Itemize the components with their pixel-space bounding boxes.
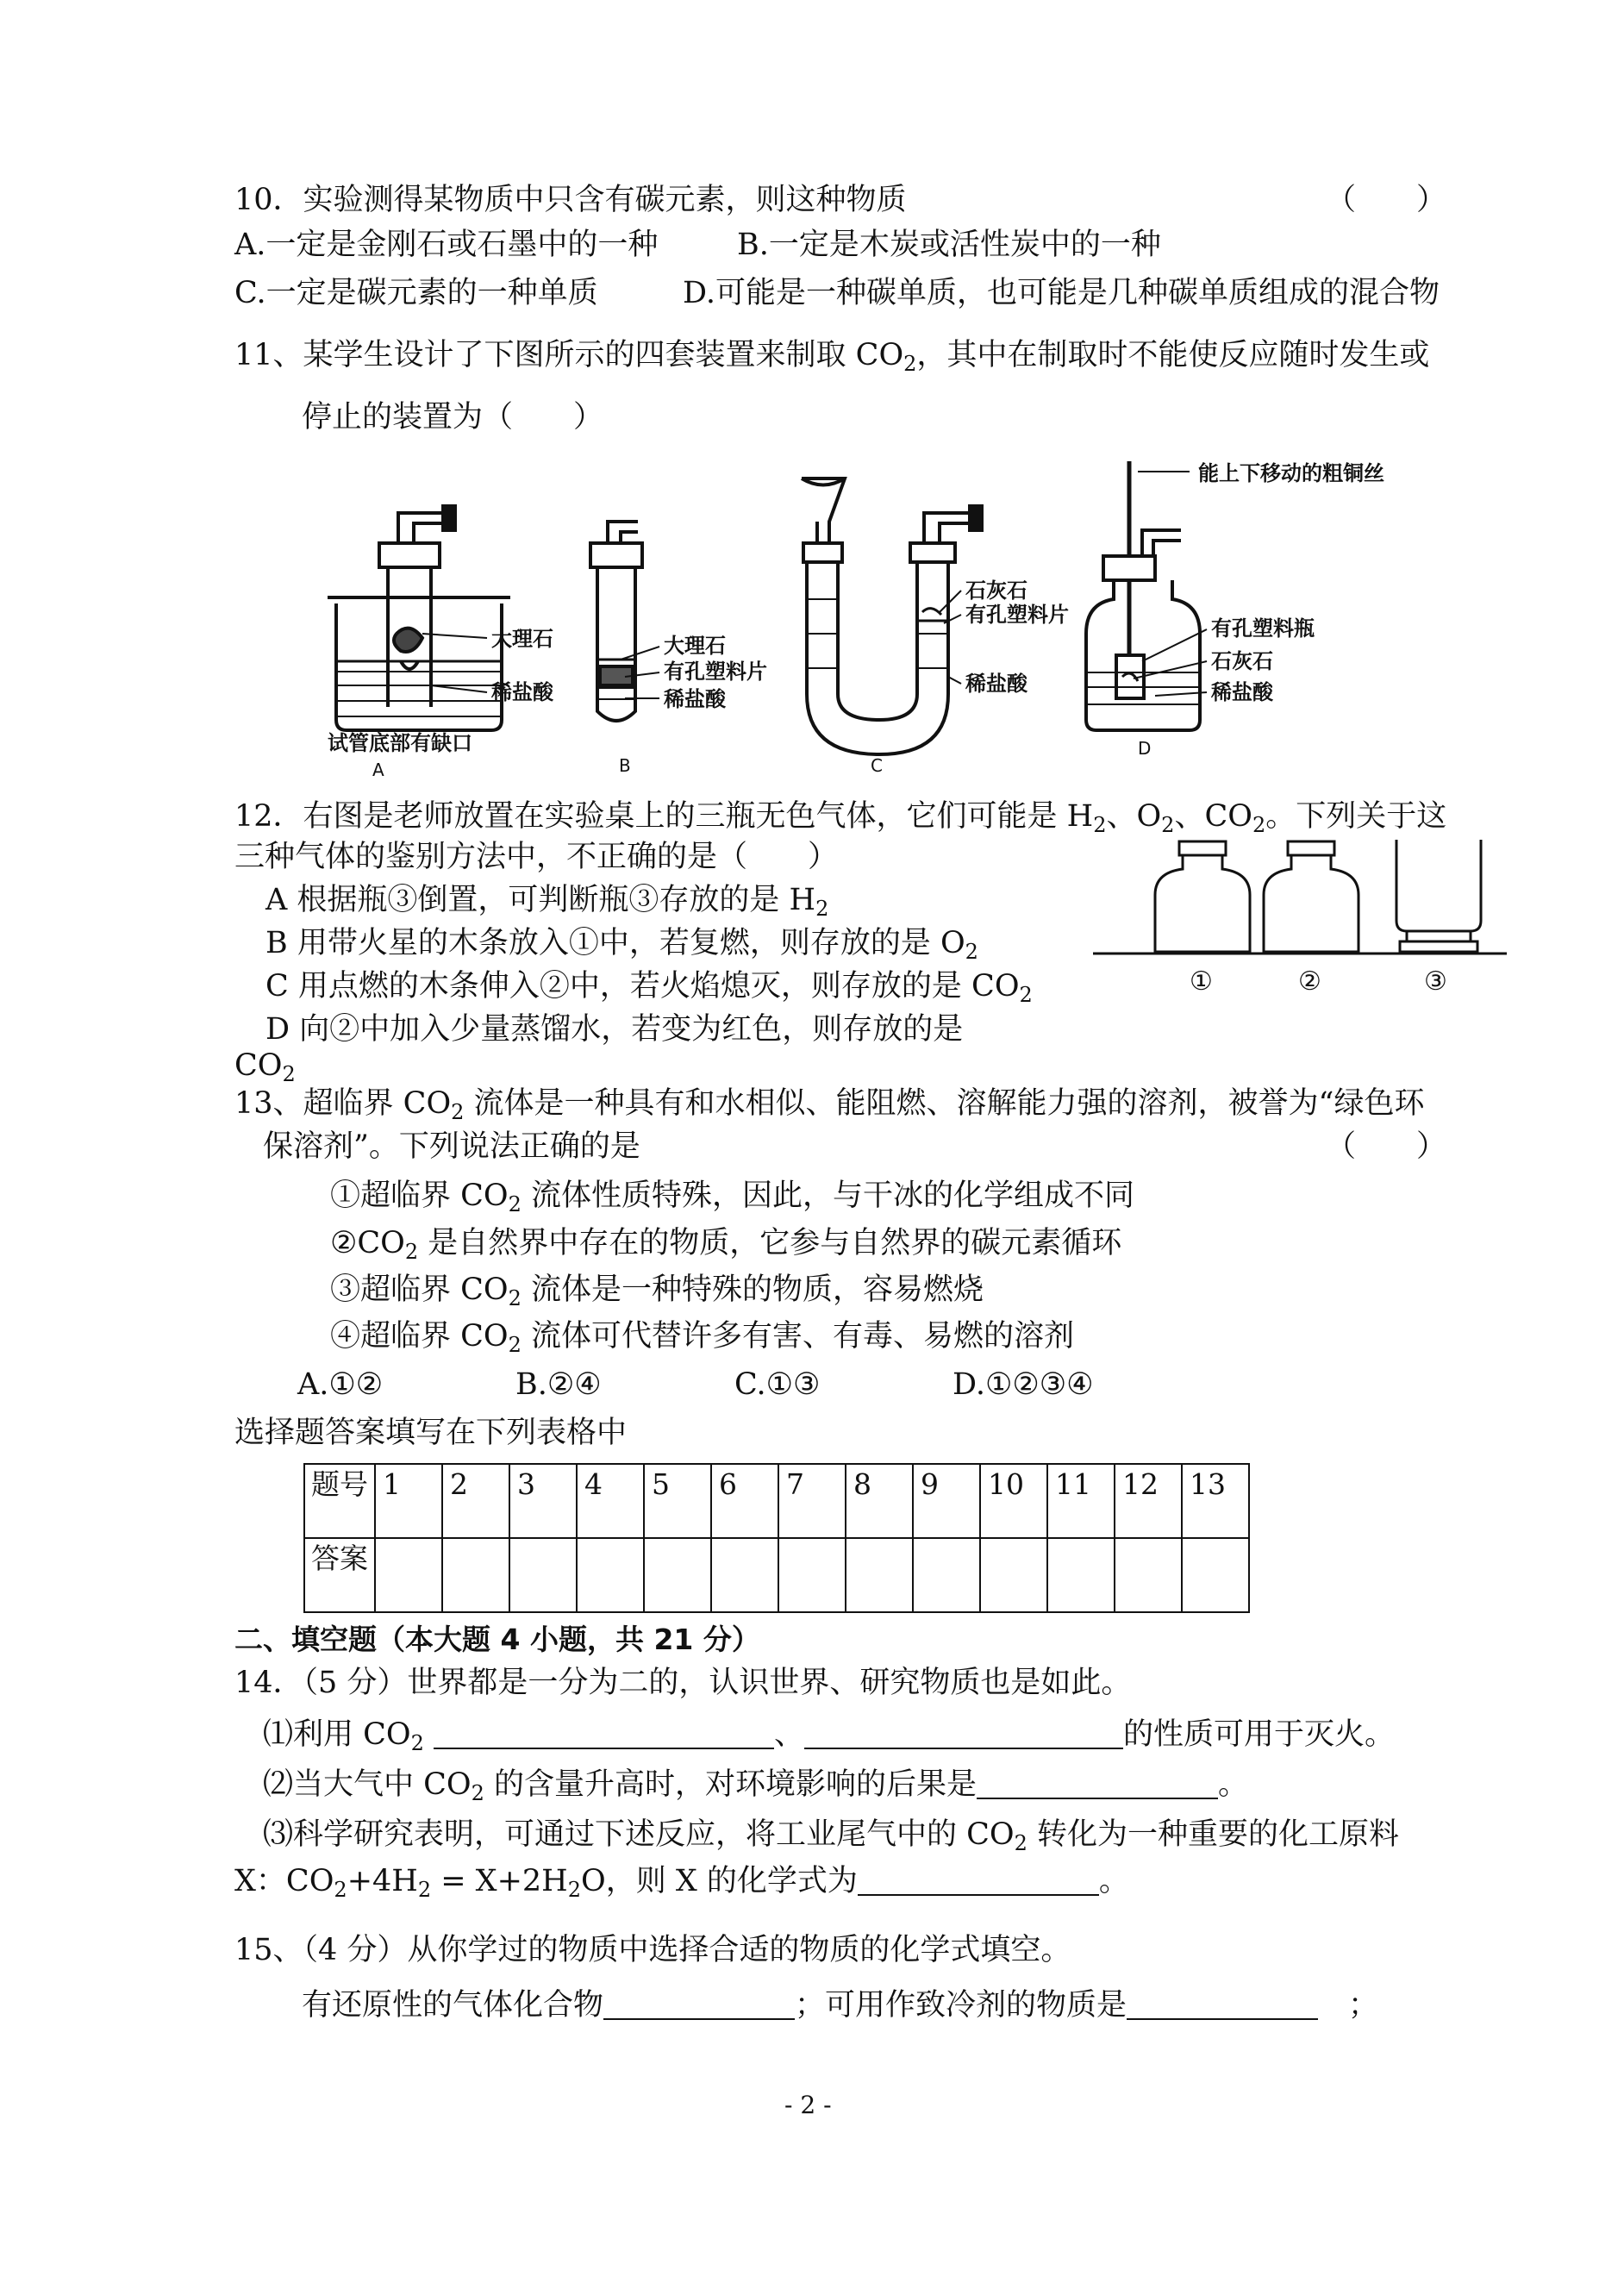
q10-answer-paren: （ ） [1326, 183, 1447, 217]
q12-option-b: B 用带火星的木条放入①中，若复燃，则存放的是 $O_2$ [265, 926, 978, 964]
q15-stem: 15、（4 分）从你学过的物质中选择合适的物质的化学式填空。 [234, 1933, 1071, 1967]
q14-blank-3[interactable] [977, 1768, 1218, 1799]
answer-cell[interactable] [1115, 1538, 1182, 1612]
label-b: B [619, 755, 631, 776]
q12-gas-bottles-figure [1093, 835, 1507, 998]
q14-stem: 14．（5 分）世界都是一分为二的，认识世界、研究物质也是如此。 [234, 1666, 1132, 1700]
label-d-lime: 石灰石 [1211, 649, 1273, 673]
apparatus-d [1086, 461, 1200, 730]
label-bottle-1: ① [1190, 966, 1213, 997]
bottle-2 [1264, 841, 1359, 952]
question-number-cell: 8 [846, 1464, 913, 1538]
q13-stem-line2: 保溶剂”。下列说法正确的是 [263, 1129, 640, 1164]
label-b-acid: 稀盐酸 [664, 687, 726, 711]
question-number-cell: 3 [509, 1464, 577, 1538]
question-number-cell: 12 [1115, 1464, 1182, 1538]
bottle-1 [1155, 841, 1250, 952]
q13-stem: 13、超临界 $CO_2$ 流体是一种具有和水相似、能阻燃、溶解能力强的溶剂，被誉为“绿色环 [234, 1086, 1425, 1124]
q14-blank-1[interactable] [434, 1718, 774, 1749]
q12-option-d-tail: $CO_2$ [234, 1048, 296, 1086]
answer-cell[interactable] [913, 1538, 980, 1612]
q11-stem-line2: 停止的装置为（ ） [302, 400, 604, 435]
apparatus-a [328, 506, 510, 730]
q11-stem: 11、某学生设计了下图所示的四套装置来制取 $CO_2$，其中在制取时不能使反应随时发生或 [234, 338, 1430, 376]
label-c-acid: 稀盐酸 [965, 672, 1027, 696]
answer-cell[interactable] [980, 1538, 1047, 1612]
q12-option-a: A 根据瓶③倒置，可判断瓶③存放的是 $H_2$ [265, 883, 829, 921]
answer-cell[interactable] [778, 1538, 846, 1612]
q15-line-1: 有还原性的气体化合物 ；可用作致冷剂的物质是 ； [302, 1988, 1379, 2023]
answer-cell[interactable] [711, 1538, 778, 1612]
answer-table-answer-row [304, 1538, 1249, 1612]
question-number-cell: 10 [980, 1464, 1047, 1538]
question-number-cell: 9 [913, 1464, 980, 1538]
q13-option-d: D.①②③④ [953, 1367, 1094, 1402]
label-a: A [372, 760, 384, 780]
answer-cell[interactable] [577, 1538, 644, 1612]
apparatus-c [802, 478, 983, 754]
label-copper-wire: 能上下移动的粗铜丝 [1198, 461, 1384, 485]
q12-stem: 12．右图是老师放置在实验桌上的三瓶无色气体，它们可能是 $H_2$、$O_2$、$CO_2$。下列关于这 [234, 799, 1447, 837]
q10-stem: 10．实验测得某物质中只含有碳元素，则这种物质 [234, 183, 907, 217]
q15-blank-1[interactable] [603, 1989, 795, 2020]
q13-statement-4: ④超临界 $CO_2$ 流体可代替许多有害、有毒、易燃的溶剂 [330, 1319, 1075, 1357]
q12-stem-line2: 三种气体的鉴别方法中，不正确的是（ ） [234, 840, 839, 874]
answer-cell[interactable] [1182, 1538, 1249, 1612]
answer-cell[interactable] [644, 1538, 711, 1612]
q10-option-a: A.一定是金刚石或石墨中的一种 [234, 228, 659, 262]
q14-part-1: ⑴利用 $CO_2$ 、 的性质可用于灭火。 [263, 1717, 1396, 1755]
q12-option-d: D 向②中加入少量蒸馏水，若变为红色，则存放的是 [265, 1012, 964, 1047]
question-number-cell: 7 [778, 1464, 846, 1538]
answer-cell[interactable] [1047, 1538, 1115, 1612]
answer-table-number-row [304, 1464, 1249, 1538]
question-number-cell: 6 [711, 1464, 778, 1538]
q10-option-c: C.一定是碳元素的一种单质 [234, 276, 598, 310]
q14-part-3: ⑶科学研究表明，可通过下述反应，将工业尾气中的 $CO_2$ 转化为一种重要的化工原料 [263, 1817, 1400, 1855]
label-d: D [1138, 738, 1152, 759]
q14-part-2: ⑵当大气中 $CO_2$ 的含量升高时，对环境影响的后果是 。 [263, 1767, 1249, 1805]
label-bottle-2: ② [1298, 966, 1321, 997]
q13-option-b: B.②④ [515, 1367, 602, 1402]
answer-cell[interactable] [442, 1538, 509, 1612]
label-d-acid: 稀盐酸 [1211, 680, 1273, 704]
q14-blank-4[interactable] [858, 1865, 1099, 1896]
q13-answer-paren: （ ） [1326, 1129, 1447, 1164]
row-head-number: 题号 [304, 1464, 375, 1538]
label-a-note: 试管底部有缺口 [328, 731, 472, 755]
label-a-acid: 稀盐酸 [491, 680, 553, 704]
label-d-bottle: 有孔塑料瓶 [1211, 616, 1315, 641]
q15-blank-2[interactable] [1127, 1989, 1318, 2020]
q13-option-c: C.①③ [734, 1367, 821, 1402]
label-a-marble: 大理石 [491, 627, 553, 651]
label-c: C [871, 755, 883, 776]
question-number-cell: 4 [577, 1464, 644, 1538]
q11-apparatus-figure [328, 461, 1405, 780]
bottle-3-inverted [1396, 840, 1481, 952]
answer-cell[interactable] [846, 1538, 913, 1612]
row-head-answer: 答案 [304, 1538, 375, 1612]
apparatus-b [590, 522, 642, 721]
q12-option-c: C 用点燃的木条伸入②中，若火焰熄灭，则存放的是 $CO_2$ [265, 969, 1033, 1007]
q13-statement-2: $②CO_2$ 是自然界中存在的物质，它参与自然界的碳元素循环 [330, 1226, 1122, 1264]
q14-part-3-equation: X：$CO_2+4H_2 = X+2H_2O$，则 X 的化学式为 。 [234, 1864, 1129, 1902]
q13-option-a: A.①② [297, 1367, 384, 1402]
label-c-plate: 有孔塑料片 [965, 603, 1069, 627]
q10-option-b: B.一定是木炭或活性炭中的一种 [737, 228, 1161, 262]
question-number-cell: 2 [442, 1464, 509, 1538]
label-b-plate: 有孔塑料片 [664, 660, 767, 684]
section2-title: 二、填空题（本大题 4 小题，共 21 分） [234, 1623, 760, 1656]
question-number-cell: 13 [1182, 1464, 1249, 1538]
answer-table [303, 1463, 1250, 1613]
question-number-cell: 11 [1047, 1464, 1115, 1538]
q13-statement-1: ①超临界 $CO_2$ 流体性质特殊，因此，与干冰的化学组成不同 [330, 1179, 1135, 1216]
answer-cell[interactable] [509, 1538, 577, 1612]
q10-option-d: D.可能是一种碳单质，也可能是几种碳单质组成的混合物 [683, 276, 1440, 310]
question-number-cell: 5 [644, 1464, 711, 1538]
answer-cell[interactable] [375, 1538, 442, 1612]
answer-table-caption: 选择题答案填写在下列表格中 [234, 1416, 628, 1450]
q13-statement-3: ③超临界 $CO_2$ 流体是一种特殊的物质，容易燃烧 [330, 1273, 984, 1310]
question-number-cell: 1 [375, 1464, 442, 1538]
label-b-marble: 大理石 [664, 634, 726, 658]
label-c-lime: 石灰石 [965, 578, 1027, 603]
label-bottle-3: ③ [1424, 966, 1447, 997]
q14-blank-2[interactable] [804, 1718, 1123, 1749]
page-number: - 2 - [784, 2091, 832, 2119]
